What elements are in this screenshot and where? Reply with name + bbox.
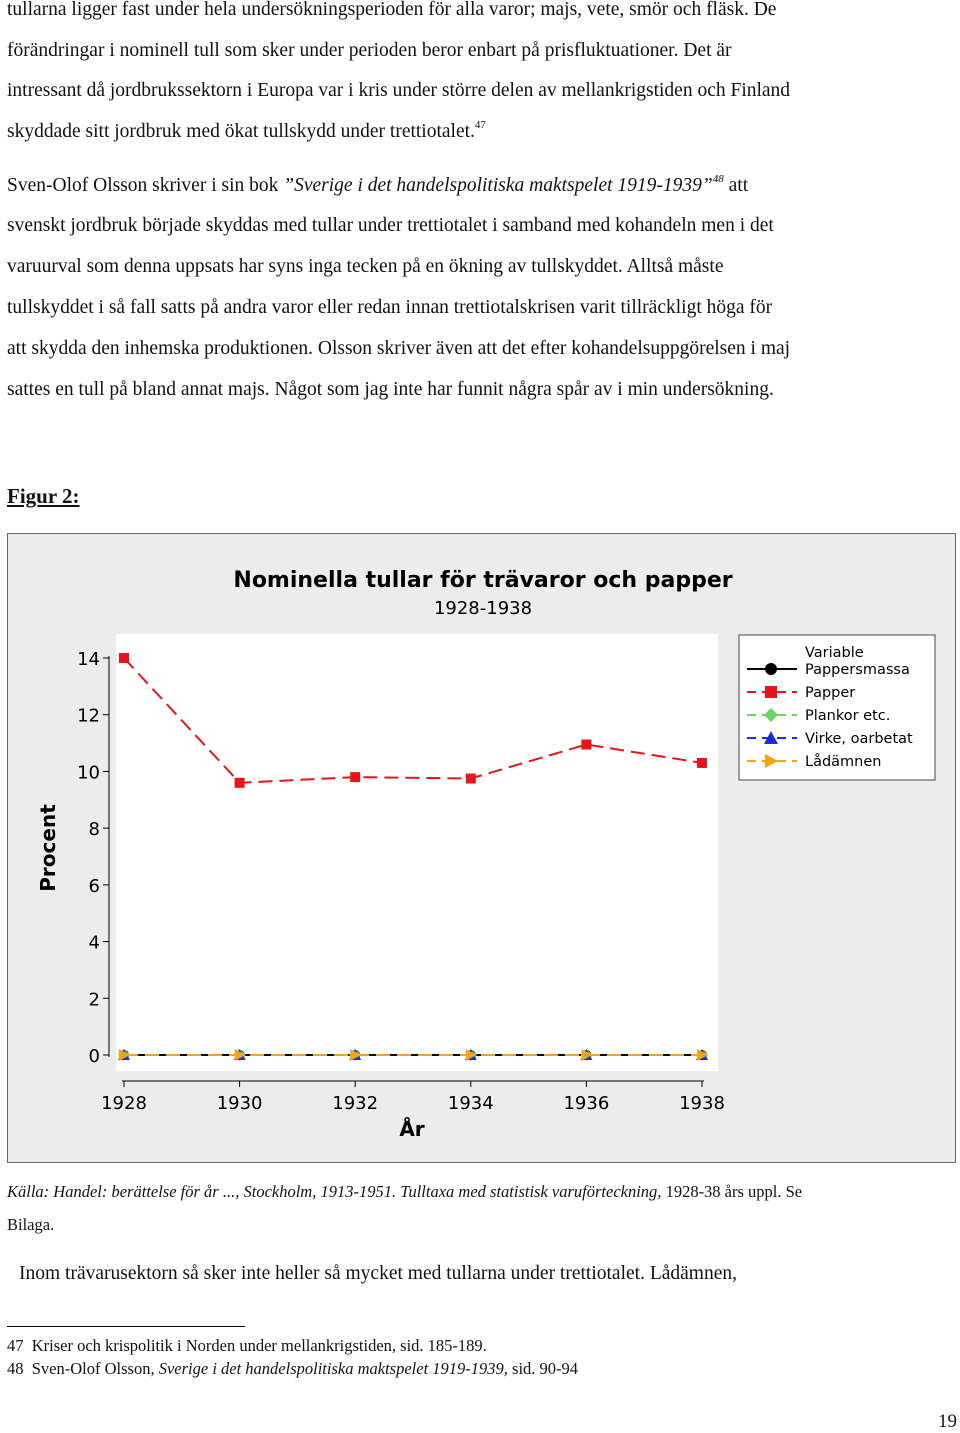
body-text-line: att skydda den inhemska produktionen. Olsson skriver även att det efter kohandelsuppgörelsen i maj [7, 338, 791, 359]
y-tick-label: 14 [77, 649, 100, 670]
body-text-line: intressant då jordbrukssektorn i Europa var i kris under större delen av mellankrigstiden och Finland [7, 80, 791, 101]
footnote-number: 48 [7, 1359, 24, 1378]
footnote-pages: sid. 90-94 [507, 1359, 579, 1378]
y-tick-label: 10 [77, 762, 100, 784]
legend-label: Virke, oarbetat [805, 731, 913, 747]
body-text: att [723, 175, 749, 196]
y-tick-label: 2 [88, 989, 100, 1011]
body-text: skyddade sitt jordbruk med ökat tullskydd under trettiotalet. [7, 121, 475, 142]
source-normal: 1928-38 års uppl. Se [661, 1182, 803, 1201]
x-tick-label: 1932 [332, 1093, 379, 1114]
data-point-1 [350, 772, 360, 782]
body-text-line: tullarna ligger fast under hela undersökningsperioden för alla varor; majs, vete, smör och fläsk. De [7, 0, 777, 20]
footnote-ref-47[interactable]: 47 [474, 119, 486, 131]
body-text-line: Inom trävarusektorn så sker inte heller så mycket med tullarna under trettiotalet. Lådämnen, [19, 1263, 737, 1284]
y-tick-label: 8 [88, 819, 100, 841]
legend-marker [765, 663, 777, 675]
data-point-1 [697, 758, 707, 768]
data-point-1 [235, 778, 245, 788]
source-italic: Källa: Handel: berättelse för år ..., Stockholm, 1913-1951. Tulltaxa med statistisk varuförteckning, [7, 1182, 662, 1201]
chart-title: Nominella tullar för trävaror och papper [233, 568, 733, 593]
body-text: Sven-Olof Olsson skriver i sin bok [7, 175, 284, 196]
body-text-line: tullskyddet i så fall satts på andra varor eller redan innan trettiotalskrisen varit tillräckligt höga för [7, 297, 773, 318]
page-number: 19 [938, 1411, 957, 1432]
footnote-ref-48[interactable]: 48 [712, 173, 724, 185]
figure-source [7, 1182, 802, 1202]
body-text-line [7, 119, 486, 142]
data-point-1 [466, 774, 476, 784]
data-point-1 [119, 653, 129, 663]
footnote-47 [7, 1336, 487, 1356]
legend-title: Variable [805, 645, 864, 661]
y-tick-label: 12 [77, 705, 100, 727]
footnote-number: 47 [7, 1336, 24, 1355]
x-tick-label: 1928 [101, 1093, 147, 1114]
book-title: ”Sverige i det handelspolitiska maktspelet 1919-1939” [283, 175, 713, 196]
data-point-1 [581, 739, 591, 749]
x-tick-label: 1938 [679, 1093, 725, 1114]
body-text-line: förändringar i nominell tull som sker under perioden beror enbart på prisfluktuationer. Det är [7, 40, 732, 61]
y-tick-label: 6 [88, 875, 100, 897]
x-tick-label: 1934 [447, 1093, 494, 1114]
footnote-book-title: Sverige i det handelspolitiska maktspelet 1919-1939, [158, 1359, 508, 1378]
footnote-48 [7, 1359, 578, 1379]
body-text-line: varuurval som denna uppsats har syns inga tecken på en ökning av tullskyddet. Alltså måste [7, 256, 724, 277]
body-text-line [7, 173, 749, 196]
y-tick-label: 0 [88, 1046, 100, 1067]
plot-area [116, 634, 718, 1071]
footnote-author: Sven-Olof Olsson, [31, 1359, 159, 1378]
legend-label: Pappersmassa [805, 662, 910, 678]
chart-frame [7, 533, 956, 1163]
x-tick-label: 1930 [216, 1093, 263, 1114]
chart-svg [8, 534, 957, 1164]
legend-label: Lådämnen [805, 754, 882, 770]
footnote-divider [7, 1326, 245, 1327]
body-text-line: svenskt jordbruk började skyddas med tullar under trettiotalet i samband med kohandeln men i det [7, 215, 774, 236]
chart-subtitle: 1928-1938 [433, 598, 533, 619]
y-tick-label: 4 [88, 932, 100, 954]
legend-label: Papper [805, 685, 856, 701]
x-axis-label: År [399, 1117, 425, 1141]
x-tick-label: 1936 [563, 1093, 610, 1114]
figure-label: Figur 2: [7, 484, 80, 508]
figure-source-line2: Bilaga. [7, 1215, 55, 1234]
footnote-text: Kriser och krispolitik i Norden under mellankrigstiden, sid. 185-189. [31, 1336, 487, 1355]
legend-marker [765, 686, 777, 698]
body-text-line: sattes en tull på bland annat majs. Något som jag inte har funnit några spår av i min undersökning. [7, 379, 774, 400]
legend-label: Plankor etc. [805, 708, 891, 724]
y-axis-label: Procent [36, 804, 60, 892]
